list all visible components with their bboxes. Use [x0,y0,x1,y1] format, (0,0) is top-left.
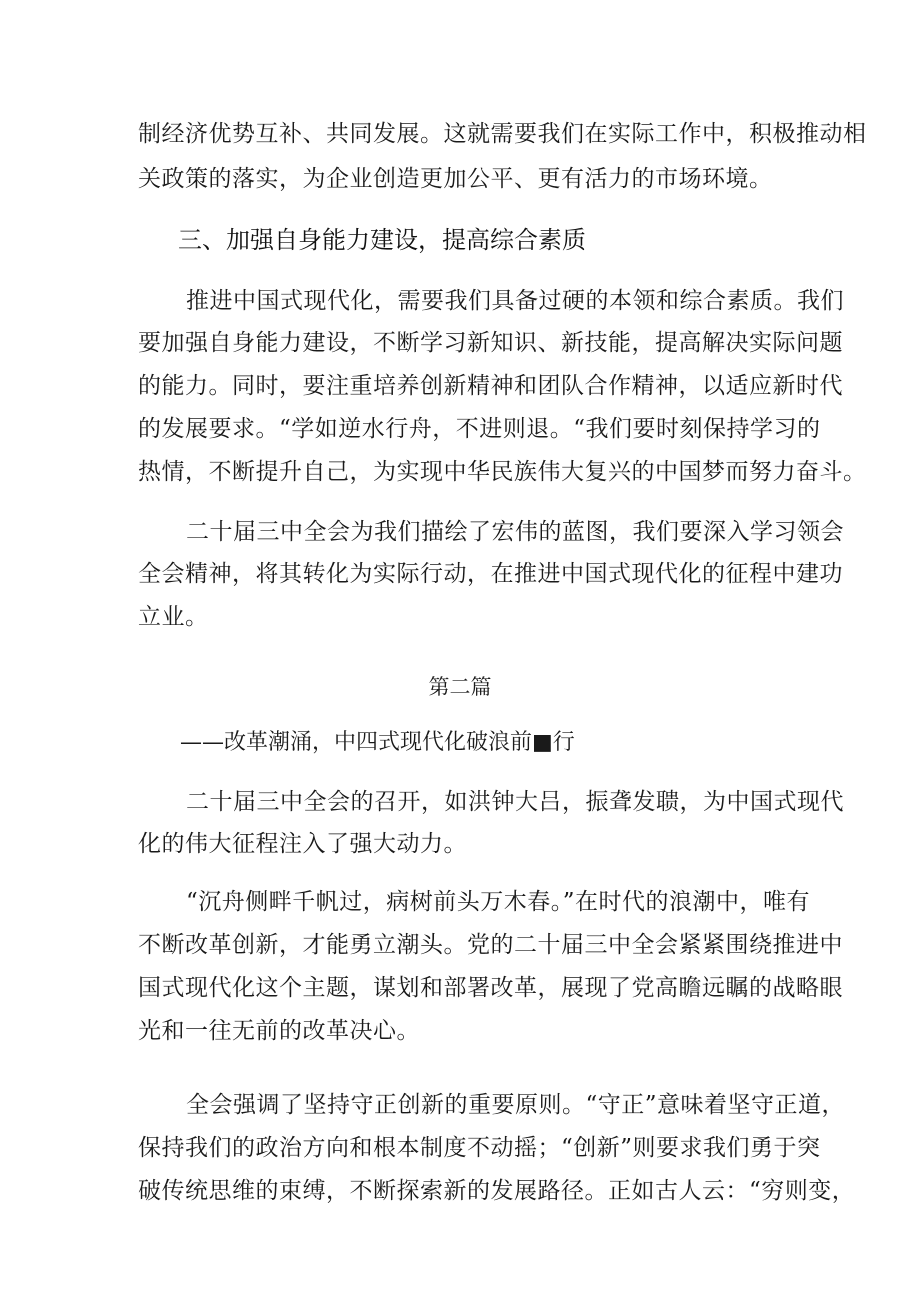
body-line: 制经济优势互补、共同发展。这就需要我们在实际工作中，积极推动相 [138,121,867,147]
body-line: 的发展要求。“学如逆水行舟，不进则退。“我们要时刻保持学习的 [138,416,821,442]
body-line: 全会精神，将其转化为实际行动，在推进中国式现代化的征程中建功 [138,561,843,587]
body-line: 关政策的落实，为企业创造更加公平、更有活力的市场环境。 [138,166,773,192]
body-line: 推进中国式现代化，需要我们具备过硬的本领和综合素质。我们 [186,288,844,314]
body-line: 光和一往无前的改革决心。 [138,1018,420,1044]
body-line: 不断改革创新，才能勇立潮头。党的二十届三中全会紧紧围绕推进中 [138,932,843,958]
body-line: “沉舟侧畔千帆过，病树前头万木春。”在时代的浪潮中，唯有 [186,889,811,915]
part-subtitle: ——改革潮涌，中四式现代化破浪前■行 [180,730,575,755]
body-line: 破传统思维的束缚，不断探索新的发展路径。正如古人云：“穷则变， [138,1178,856,1204]
body-line: 热情，不断提升自己，为实现中华民族伟大复兴的中国梦而努力奋斗。 [138,459,867,485]
section-heading: 三、加强自身能力建设，提高综合素质 [178,226,586,254]
body-line: 国式现代化这个主题，谋划和部署改革，展现了党高瞻远瞩的战略眼 [138,975,843,1001]
body-line: 化的伟大征程注入了强大动力。 [138,831,467,857]
part-title: 第二篇 [428,675,492,699]
body-line: 二十届三中全会的召开，如洪钟大吕，振聋发聩，为中国式现代 [186,789,844,815]
body-line: 的能力。同时，要注重培养创新精神和团队合作精神，以适应新时代 [138,373,843,399]
body-line: 立业。 [138,604,209,630]
body-line: 全会强调了坚持守正创新的重要原则。“守正”意味着坚守正道， [186,1092,846,1118]
body-line: 二十届三中全会为我们描绘了宏伟的蓝图，我们要深入学习领会 [186,519,844,545]
body-line: 要加强自身能力建设，不断学习新知识、新技能，提高解决实际问题 [138,330,843,356]
body-line: 保持我们的政治方向和根本制度不动摇；“创新”则要求我们勇于突 [138,1135,821,1161]
